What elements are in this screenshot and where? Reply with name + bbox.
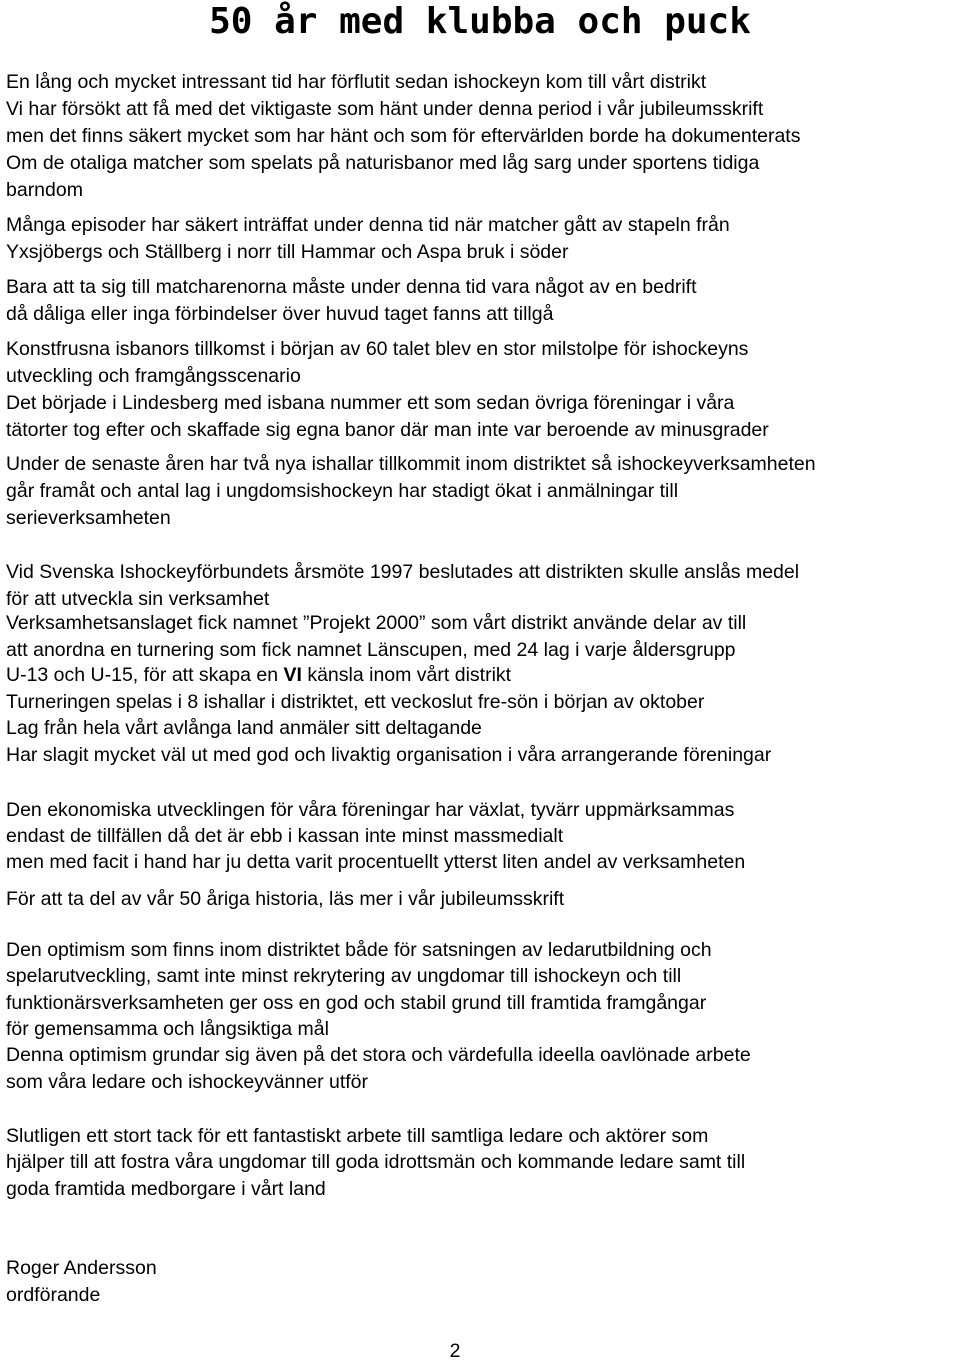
- text-segment: känsla inom vårt distrikt: [301, 664, 512, 686]
- text-line: För att ta del av vår 50 åriga historia, läs mer i vår jubileumsskrift: [6, 888, 565, 910]
- text-line: goda framtida medborgare i vårt land: [6, 1178, 326, 1200]
- text-line: Under de senaste åren har två nya ishallar tillkommit inom distriktet så ishockeyverksamheten: [6, 453, 816, 475]
- text-line: Har slagit mycket väl ut med god och livaktig organisation i våra arrangerande föreningar: [6, 744, 772, 766]
- text-line: Lag från hela vårt avlånga land anmäler sitt deltagande: [6, 717, 482, 739]
- text-line: Den ekonomiska utvecklingen för våra föreningar har växlat, tyvärr uppmärksammas: [6, 799, 735, 821]
- text-line: Turneringen spelas i 8 ishallar i distriktet, ett veckoslut fre-sön i början av oktober: [6, 691, 705, 713]
- text-line: Verksamhetsanslaget fick namnet ”Projekt 2000” som vårt distrikt använde delar av till: [6, 612, 747, 634]
- text-line: spelarutveckling, samt inte minst rekrytering av ungdomar till ishockeyn och till: [6, 965, 682, 987]
- text-line: Den optimism som finns inom distriktet både för satsningen av ledarutbildning och: [6, 939, 712, 961]
- text-line: utveckling och framgångsscenario: [6, 365, 301, 387]
- text-line: Vid Svenska Ishockeyförbundets årsmöte 1997 beslutades att distrikten skulle anslås medel: [6, 561, 800, 583]
- text-line: Vi har försökt att få med det viktigaste som hänt under denna period i vår jubileumsskrift: [6, 98, 764, 120]
- page-title: 50 år med klubba och puck: [209, 1, 751, 42]
- text-line: serieverksamheten: [6, 507, 171, 529]
- text-line: hjälper till att fostra våra ungdomar till goda idrottsmän och kommande ledare samt till: [6, 1151, 746, 1173]
- text-line: Konstfrusna isbanors tillkomst i början av 60 talet blev en stor milstolpe för ishockeyns: [6, 338, 749, 360]
- page-number: 2: [449, 1340, 461, 1362]
- text-line: En lång och mycket intressant tid har förflutit sedan ishockeyn kom till vårt distrikt: [6, 71, 707, 93]
- text-line: endast de tillfällen då det är ebb i kassan inte minst massmedialt: [6, 825, 564, 847]
- text-line: för gemensamma och långsiktiga mål: [6, 1018, 329, 1040]
- text-line: [6, 663, 511, 687]
- text-line: Yxsjöbergs och Ställberg i norr till Hammar och Aspa bruk i söder: [6, 241, 569, 263]
- text-line: barndom: [6, 179, 83, 201]
- text-line: för att utveckla sin verksamhet: [6, 588, 270, 610]
- text-line: men med facit i hand har ju detta varit procentuellt ytterst liten andel av verksamheten: [6, 851, 746, 873]
- text-line: men det finns säkert mycket som har hänt och som för eftervärlden borde ha dokumenterats: [6, 125, 801, 147]
- text-line: ordförande: [6, 1284, 101, 1306]
- text-line: Bara att ta sig till matcharenorna måste under denna tid vara något av en bedrift: [6, 276, 697, 298]
- text-line: som våra ledare och ishockeyvänner utför: [6, 1071, 369, 1093]
- text-line: Många episoder har säkert inträffat under denna tid när matcher gått av stapeln från: [6, 214, 730, 236]
- text-line: Om de otaliga matcher som spelats på naturisbanor med låg sarg under sportens tidiga: [6, 152, 760, 174]
- bold-text: VI: [283, 664, 302, 686]
- text-line: går framåt och antal lag i ungdomsishockeyn har stadigt ökat i anmälningar till: [6, 480, 679, 502]
- text-line: Det började i Lindesberg med isbana nummer ett som sedan övriga föreningar i våra: [6, 392, 735, 414]
- text-line: att anordna en turnering som fick namnet Länscupen, med 24 lag i varje åldersgrupp: [6, 639, 736, 661]
- text-line: Roger Andersson: [6, 1257, 157, 1279]
- text-line: Denna optimism grundar sig även på det stora och värdefulla ideella oavlönade arbete: [6, 1044, 751, 1066]
- text-line: då dåliga eller inga förbindelser över huvud taget fanns att tillgå: [6, 303, 554, 325]
- text-line: tätorter tog efter och skaffade sig egna banor där man inte var beroende av minusgrader: [6, 419, 769, 441]
- text-line: funktionärsverksamheten ger oss en god och stabil grund till framtida framgångar: [6, 992, 707, 1014]
- text-line: Slutligen ett stort tack för ett fantastiskt arbete till samtliga ledare och aktörer som: [6, 1125, 709, 1147]
- text-segment: U-13 och U-15, för att skapa en: [6, 664, 284, 686]
